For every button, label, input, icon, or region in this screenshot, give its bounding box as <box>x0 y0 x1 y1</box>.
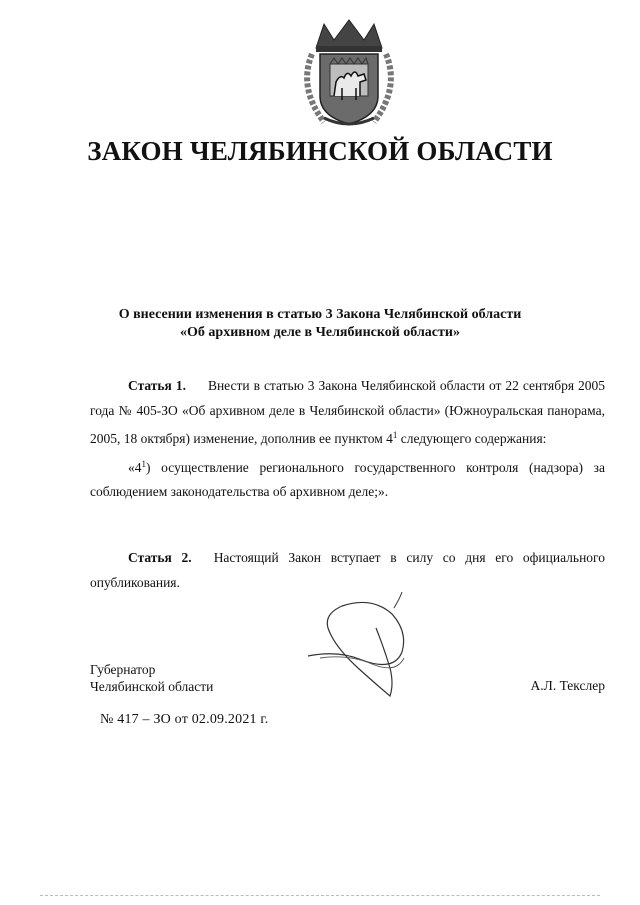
article-1-text-end: следующего содержания: <box>397 431 547 446</box>
signatory-position-line-2: Челябинской области <box>90 679 214 694</box>
article-1-body <box>90 374 605 452</box>
signatory-position <box>90 661 213 695</box>
quote-text: ) осуществление регионального государственного контроля (надзора) за соблюдением законодательства об архивном деле;». <box>90 459 605 499</box>
signatory-position-line-1: Губернатор <box>90 662 156 677</box>
scan-edge-line <box>40 895 600 896</box>
article-1-quote <box>90 452 605 505</box>
article-1-label: Статья 1. <box>128 378 186 393</box>
document-title: ЗАКОН ЧЕЛЯБИНСКОЙ ОБЛАСТИ <box>87 136 553 166</box>
quote-open: «4 <box>128 459 142 475</box>
law-number: № 417 – ЗО от 02.09.2021 г. <box>100 712 269 727</box>
signatory-name: А.Л. Текслер <box>530 678 605 693</box>
subject-line-1: О внесении изменения в статью 3 Закона Челябинской области <box>118 307 522 322</box>
article-1 <box>90 374 605 505</box>
coat-of-arms-icon <box>294 18 404 130</box>
signature-icon <box>298 588 418 708</box>
document-subject <box>0 306 640 342</box>
article-2-text: Настоящий Закон вступает в силу со дня его официального опубликования. <box>90 550 606 590</box>
article-1-text: Внести в статью 3 Закона Челябинской области от 22 сентября 2005 года № 405-ЗО «Об архивном деле в Челябинской области» (Южноуральская панорама, 2005, 18 октября) изменение, дополнив ее пунктом 4 <box>90 378 606 446</box>
article-2-label: Статья 2. <box>128 550 192 565</box>
subject-line-2: «Об архивном деле в Челябинской области» <box>180 325 460 340</box>
quote-superscript: 1 <box>141 458 146 469</box>
article-1-superscript: 1 <box>392 430 398 440</box>
